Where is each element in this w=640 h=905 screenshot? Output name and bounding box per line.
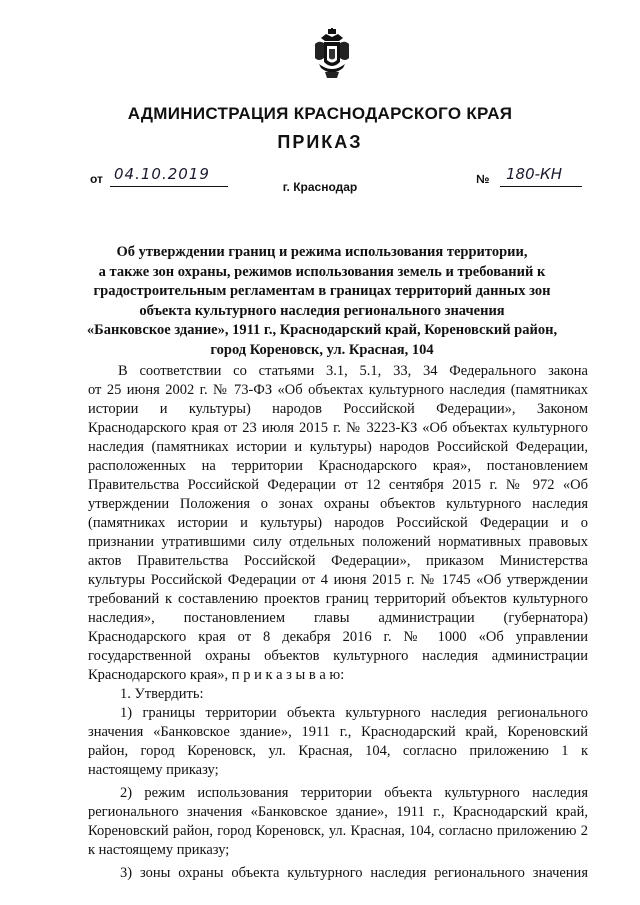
coat-of-arms-emblem bbox=[313, 28, 351, 80]
body-line: актов Правительства Российской Федерации», приказом Министерства bbox=[88, 553, 588, 569]
body-line: утверждении Положения о зонах охраны объектов культурного наследия bbox=[88, 496, 588, 512]
date-prefix: от bbox=[90, 172, 103, 186]
body-line: Кореновский район, город Кореновск, ул. Красная, 104, согласно приложению 2 bbox=[88, 823, 588, 839]
title-line: объекта культурного наследия регионального значения bbox=[139, 302, 505, 319]
body-line: культуры Российской Федерации от 4 июня 2015 г. № 1745 «Об утверждении bbox=[88, 572, 588, 588]
item-2-paragraph bbox=[88, 784, 588, 860]
body-line: требований к составлению проектов границ территорий объектов культурного bbox=[88, 591, 588, 607]
body-line: к настоящему приказу; bbox=[88, 842, 230, 858]
body-line: наследия», постановлением главы администрации (губернатора) bbox=[88, 610, 588, 626]
body-line: значения «Банковское здание», 1911 г., Краснодарский край, Кореновский bbox=[88, 724, 588, 740]
body-line: наследия (памятниках истории и культуры) народов Российской Федерации, bbox=[88, 439, 588, 455]
city-name: г. Краснодар bbox=[282, 180, 358, 194]
body-line: Краснодарского края от 23 июля 2015 г. № 3223-КЗ «Об объектах культурного bbox=[88, 420, 588, 436]
body-line: государственной охраны объектов культурного наследия администрации bbox=[88, 648, 588, 664]
body-line: Краснодарского края», п р и к а з ы в а ю: bbox=[88, 667, 345, 683]
body-line: от 25 июня 2002 г. № 73-ФЗ «Об объектах культурного наследия (памятниках bbox=[88, 382, 588, 398]
body-line: 3) зоны охраны объекта культурного наследия регионального значения bbox=[120, 865, 588, 881]
body-line: настоящему приказу; bbox=[88, 762, 219, 778]
body-line: истории и культуры) народов Российской Федерации», Законом bbox=[88, 401, 588, 417]
body-line: Краснодарского края от 8 декабря 2016 г. № 1000 «Об управлении bbox=[88, 629, 588, 645]
body-line: расположенных на территории Краснодарского края», постановлением bbox=[88, 458, 588, 474]
document-title bbox=[80, 243, 564, 360]
body-line: 1) границы территории объекта культурного наследия регионального bbox=[120, 705, 588, 721]
date-value: 04.10.2019 bbox=[114, 165, 210, 183]
point-1-heading: 1. Утвердить: bbox=[120, 686, 204, 702]
preamble-paragraph bbox=[88, 362, 588, 685]
item-1-paragraph bbox=[88, 704, 588, 780]
title-line: «Банковское здание», 1911 г., Краснодарский край, Кореновский район, bbox=[86, 322, 558, 338]
body-line: (памятниках истории и культуры) народов Российской Федерации и о bbox=[88, 515, 588, 531]
number-value: 180-КН bbox=[506, 165, 562, 183]
body-line: Правительства Российской Федерации от 12 сентября 2015 г. № 972 «Об bbox=[88, 477, 588, 493]
organization-name: АДМИНИСТРАЦИЯ КРАСНОДАРСКОГО КРАЯ bbox=[127, 104, 513, 123]
item-3-paragraph bbox=[88, 864, 588, 883]
body-line: В соответствии со статьями 3.1, 5.1, 33, 34 Федерального закона bbox=[118, 363, 588, 379]
title-line: градостроительным регламентам в границах территорий данных зон bbox=[93, 283, 551, 299]
body-line: признании утратившими силу отдельных положений нормативных правовых bbox=[88, 534, 588, 550]
document-body bbox=[88, 362, 588, 883]
title-line: Об утверждении границ и режима использования территории, bbox=[116, 244, 528, 260]
body-line: регионального значения «Банковское здание», 1911 г., Краснодарский край, bbox=[88, 804, 588, 820]
title-line: город Кореновск, ул. Красная, 104 bbox=[210, 341, 434, 358]
number-prefix: № bbox=[476, 172, 490, 186]
title-line: а также зон охраны, режимов использования земель и требований к bbox=[98, 263, 546, 280]
body-line: 2) режим использования территории объекта культурного наследия bbox=[120, 785, 588, 801]
body-line: район, город Кореновск, ул. Красная, 104, согласно приложению 1 к bbox=[88, 743, 588, 759]
document-type: ПРИКАЗ bbox=[277, 132, 363, 152]
